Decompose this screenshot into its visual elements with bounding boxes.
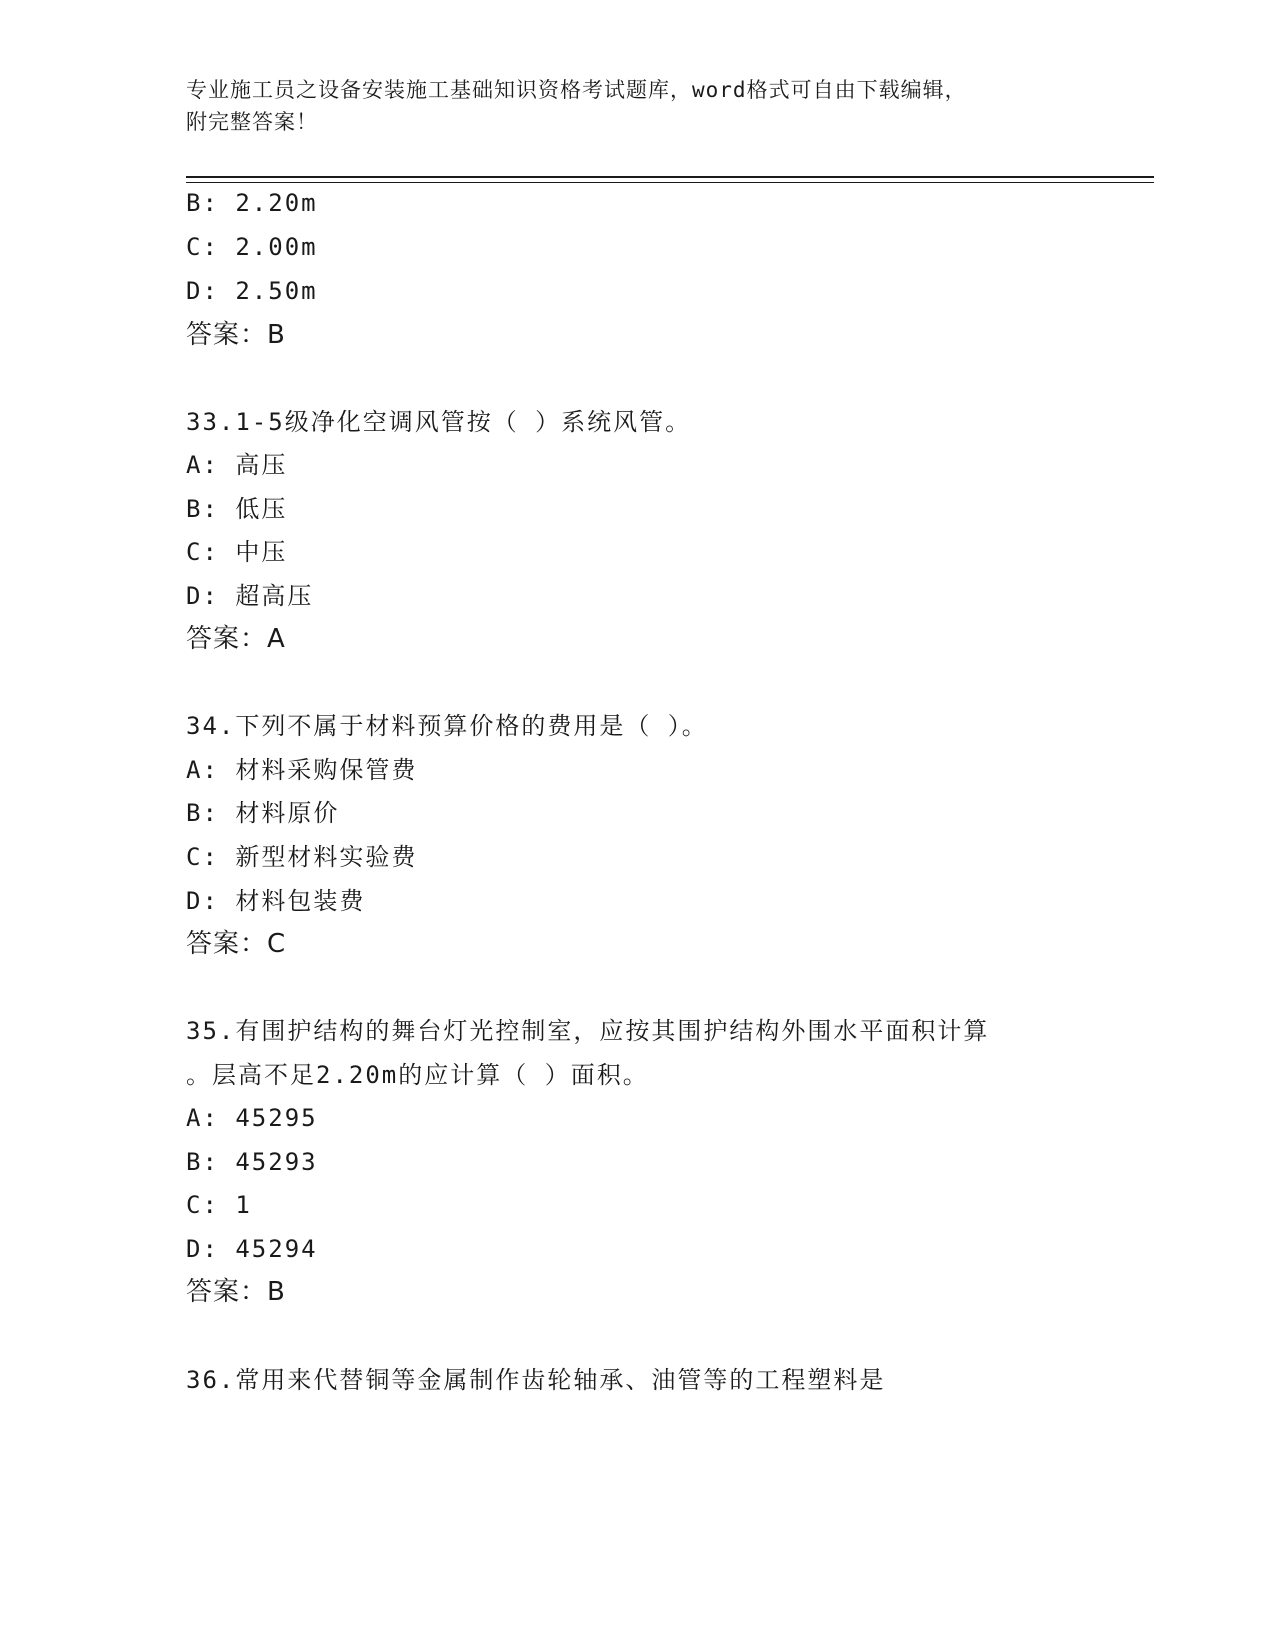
q34-option-a: A: 材料采购保管费	[186, 756, 418, 784]
header-line-2: 附完整答案！	[186, 110, 318, 134]
q35-stem-line-1: 35.有围护结构的舞台灯光控制室，应按其围护结构外围水平面积计算	[186, 1017, 990, 1045]
q32-option-b: B: 2.20m	[186, 189, 318, 217]
header-divider-thin	[186, 182, 1154, 183]
q35-stem-line-2: 。层高不足2.20m的应计算（ ）面积。	[186, 1061, 649, 1089]
q33-stem: 33.1-5级净化空调风管按（ ）系统风管。	[186, 408, 692, 436]
document-header	[186, 74, 1086, 138]
q33-option-b: B: 低压	[186, 495, 288, 523]
header-line-1: 专业施工员之设备安装施工基础知识资格考试题库，word格式可自由下载编辑，	[186, 78, 967, 102]
q32-option-d: D: 2.50m	[186, 277, 318, 305]
q35-option-c: C: 1	[186, 1191, 252, 1219]
q32-answer: 答案：B	[186, 320, 286, 350]
q34-option-b: B: 材料原价	[186, 799, 340, 827]
q35-answer: 答案：B	[186, 1277, 286, 1307]
q36-stem: 36.常用来代替铜等金属制作齿轮轴承、油管等的工程塑料是	[186, 1366, 886, 1394]
q35-option-a: A: 45295	[186, 1104, 318, 1132]
q35-option-b: B: 45293	[186, 1148, 318, 1176]
q35-option-d: D: 45294	[186, 1235, 318, 1263]
header-divider-thick	[186, 176, 1154, 178]
q33-option-a: A: 高压	[186, 451, 288, 479]
q33-option-c: C: 中压	[186, 538, 288, 566]
q34-option-c: C: 新型材料实验费	[186, 843, 418, 871]
q34-stem: 34.下列不属于材料预算价格的费用是（ ）。	[186, 712, 708, 740]
q34-answer: 答案：C	[186, 929, 287, 959]
q32-option-c: C: 2.00m	[186, 233, 318, 261]
q33-answer: 答案：A	[186, 624, 286, 654]
q33-option-d: D: 超高压	[186, 582, 314, 610]
q34-option-d: D: 材料包装费	[186, 887, 366, 915]
